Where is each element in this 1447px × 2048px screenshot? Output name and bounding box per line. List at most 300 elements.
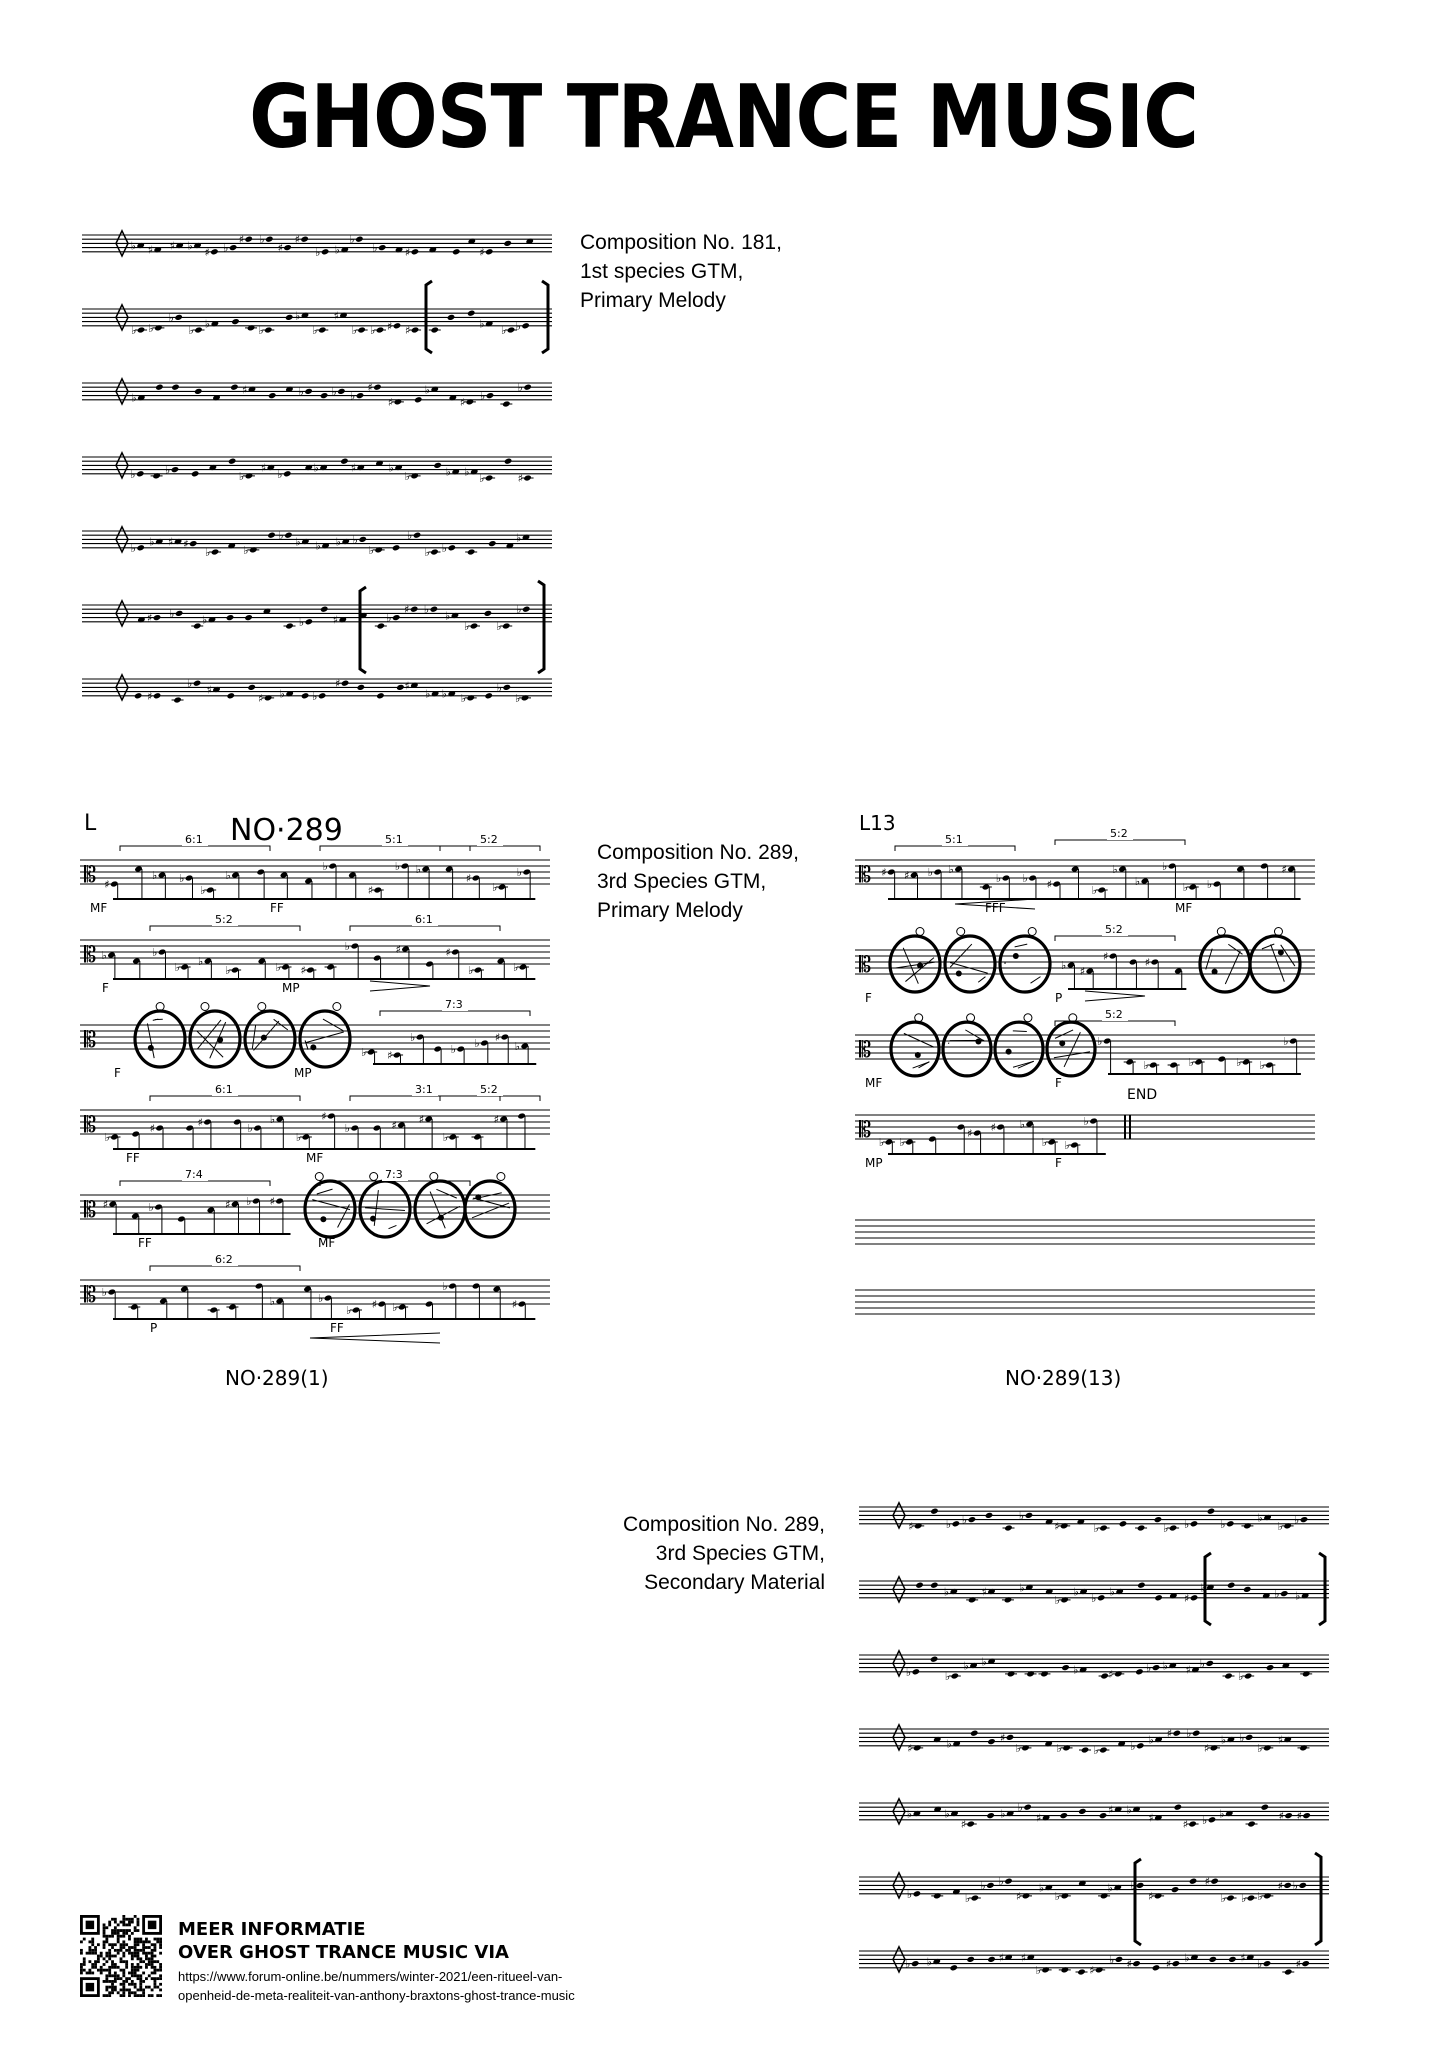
circled-cell (1200, 928, 1250, 993)
note-head (283, 470, 291, 477)
note-head (267, 532, 275, 539)
dynamic-mark: FF (138, 1236, 152, 1250)
note-head (1132, 1960, 1140, 1967)
accidental-mark: ♭ (1219, 1807, 1225, 1821)
accidental-mark: ♯ (1108, 1667, 1114, 1681)
accidental-mark: ♯ (445, 946, 451, 959)
accidental-mark: ♯ (391, 1119, 397, 1132)
note-head (217, 1037, 223, 1043)
note-head (268, 392, 276, 399)
circled-cell (465, 1173, 515, 1238)
accidental-mark: ♯ (1089, 1963, 1095, 1977)
note-head (134, 692, 142, 699)
accidental-mark: ♭ (943, 1585, 950, 1599)
note-head (357, 684, 365, 691)
tuplet-label: 5:2 (1105, 923, 1123, 936)
tuplet-label: 5:1 (945, 833, 963, 846)
accidental-mark: ♭ (258, 324, 264, 337)
note-head (1028, 928, 1036, 936)
note-head (1152, 1964, 1160, 1971)
accidental-mark: ♭ (963, 1659, 969, 1673)
note-head (475, 1194, 481, 1200)
footer-info (178, 1918, 575, 2005)
accidental-mark: ♭ (1035, 1963, 1041, 1977)
note-group (131, 233, 534, 259)
accidental-mark: ♭ (205, 546, 211, 559)
accidental-mark: ♯ (147, 689, 153, 703)
accidental-mark: ♭ (168, 311, 174, 325)
note-head (1243, 1586, 1251, 1593)
accidental-mark: ♭ (1183, 1517, 1190, 1531)
dynamic-mark: MF (1175, 901, 1193, 915)
accidental-mark: ♭ (335, 535, 341, 549)
note-head (1172, 1960, 1180, 1967)
repeat-bracket (538, 581, 544, 673)
accidental-mark: ♭ (516, 603, 522, 617)
note-head (229, 244, 237, 251)
accidental-mark: ♭ (295, 1131, 302, 1144)
accidental-mark: ♭ (243, 543, 249, 557)
circled-cell (890, 928, 940, 993)
accidental-mark: ♭ (445, 465, 451, 479)
score-heading: NO·289 (230, 813, 343, 848)
accidental-mark: ♭ (424, 383, 430, 397)
note-head (265, 236, 273, 243)
accidental-mark: ♯ (1165, 1957, 1172, 1971)
accidental-mark: ♯ (1036, 1811, 1042, 1825)
note-head (522, 606, 530, 613)
qr-code-icon (80, 1915, 162, 1997)
accidental-mark: ♯ (494, 1031, 501, 1044)
note-head (504, 458, 512, 465)
accidental-mark: ♯ (981, 1585, 987, 1599)
accidental-mark: ♭ (1188, 1056, 1194, 1069)
accidental-mark: ♯ (387, 395, 394, 409)
dynamic-mark: MP (865, 1156, 883, 1170)
tuplet-bracket (350, 913, 500, 931)
tuplet-label: 3:1 (415, 1083, 433, 1096)
accidental-mark: ♭ (404, 469, 410, 483)
note-head (957, 928, 965, 936)
accidental-mark: ♭ (998, 1875, 1004, 1889)
accidental-mark: ♭ (130, 541, 136, 555)
accidental-mark: ♭ (331, 385, 337, 399)
note-head (966, 1956, 974, 1963)
accidental-mark: ♭ (313, 461, 319, 475)
page-corner-mark: L13 (859, 811, 896, 835)
note-head (300, 236, 308, 243)
dynamic-mark: F (114, 1066, 121, 1080)
accidental-mark: ♯ (332, 613, 339, 627)
accidental-mark: ♯ (168, 535, 174, 549)
tuplet-label: 6:1 (415, 913, 433, 926)
note-head (337, 388, 345, 395)
note-head (1119, 1520, 1127, 1527)
accidental-mark: ♭ (1240, 1892, 1247, 1905)
note-head (1208, 1956, 1216, 1963)
accidental-mark: ♭ (906, 1807, 913, 1821)
note-head (227, 692, 235, 699)
accidental-mark: ♭ (948, 863, 954, 876)
accidental-mark: ♭ (1097, 1035, 1103, 1048)
clef-mark: 𝄡 (84, 863, 97, 888)
note-head (1217, 928, 1225, 936)
accidental-mark: ♭ (187, 677, 193, 691)
note-head (1115, 1956, 1123, 1963)
staff-line-group (855, 1035, 1315, 1059)
accidental-mark: ♭ (1239, 1731, 1245, 1745)
accidental-mark: ♭ (269, 1113, 276, 1126)
accidental-mark: ♭ (174, 961, 180, 974)
accidental-mark: ♯ (183, 537, 189, 551)
note-head (521, 322, 529, 329)
note-head (175, 610, 183, 617)
accidental-mark: ♭ (1038, 1881, 1045, 1895)
accidental-mark: ♭ (878, 1136, 885, 1149)
note-head (1154, 1594, 1162, 1601)
accidental-mark: ♭ (441, 541, 447, 555)
note-head (396, 684, 404, 691)
accidental-mark: ♭ (464, 465, 470, 479)
note-head (1226, 1520, 1234, 1527)
accidental-mark: ♭ (169, 607, 175, 621)
accidental-mark: ♭ (496, 681, 502, 695)
accidental-mark: ♭ (1126, 1803, 1132, 1817)
note-head (356, 392, 364, 399)
accidental-mark: ♯ (967, 1127, 973, 1140)
note-head (1013, 953, 1019, 959)
clef-mark: 𝄡 (84, 1028, 97, 1053)
caption-composition-289-primary: Composition No. 289, 3rd Species GTM, Primary Melody (597, 841, 799, 922)
repeat-bracket (1315, 1853, 1321, 1945)
accidental-mark: ♭ (148, 1201, 154, 1214)
repeat-bracket (360, 587, 366, 673)
note-head (285, 314, 293, 321)
accidental-mark: ♭ (1259, 1059, 1265, 1072)
note-head (987, 1738, 995, 1745)
note-head (1207, 1508, 1215, 1515)
tuplet-bracket (150, 1083, 300, 1101)
circled-cell (995, 1014, 1043, 1076)
tuplet-label: 5:2 (215, 913, 233, 926)
accidental-mark: ♭ (460, 691, 466, 705)
note-head (1097, 1594, 1105, 1601)
accidental-mark: ♯ (1020, 1951, 1027, 1965)
note-head (467, 310, 475, 317)
accidental-mark: ♯ (395, 943, 401, 956)
note-head (247, 684, 255, 691)
accidental-mark: ♭ (346, 1304, 352, 1317)
accidental-mark: ♭ (349, 233, 355, 247)
accidental-mark: ♭ (1220, 1517, 1226, 1531)
circled-cell (245, 1003, 295, 1068)
accidental-mark: ♭ (479, 389, 486, 403)
note-head (986, 1812, 994, 1819)
clef-mark: 𝄡 (859, 1038, 872, 1063)
dynamic-mark: F (1055, 1156, 1062, 1170)
accidental-mark: ♯ (908, 1519, 914, 1533)
accidental-mark: ♭ (1017, 1801, 1023, 1815)
accidental-mark: ♭ (1257, 1889, 1263, 1903)
accidental-mark: ♭ (981, 1655, 987, 1669)
accidental-mark: ♯ (350, 461, 357, 475)
accidental-mark: ♭ (188, 324, 194, 337)
accidental-mark: ♯ (1281, 863, 1287, 876)
accidental-mark: ♭ (392, 1301, 398, 1314)
accidental-mark: ♭ (101, 1286, 107, 1299)
note-head (189, 540, 197, 547)
note-head (430, 606, 438, 613)
note-head (315, 1173, 323, 1181)
dynamic-mark: MF (318, 1236, 336, 1250)
note-head (1060, 1812, 1068, 1819)
circled-cell (305, 1173, 355, 1238)
accidental-mark: ♭ (1257, 1741, 1263, 1755)
note-group (361, 1031, 536, 1064)
caption-composition-181: Composition No. 181, 1st species GTM, Primary Melody (580, 231, 782, 312)
note-head (915, 1582, 923, 1589)
accidental-mark: ♯ (386, 319, 393, 333)
note-head (1136, 1742, 1144, 1749)
note-head (968, 1516, 976, 1523)
note-head (283, 244, 291, 251)
accidental-mark: ♭ (1093, 1744, 1099, 1757)
accidental-mark: ♯ (1079, 965, 1086, 978)
tuplet-bracket (1055, 923, 1175, 941)
accidental-mark: ♯ (1148, 1811, 1154, 1825)
note-head (392, 544, 400, 551)
note-head (486, 392, 494, 399)
note-head (915, 1014, 923, 1022)
accidental-mark: ♭ (104, 1131, 110, 1144)
accidental-mark: ♯ (1185, 1663, 1191, 1677)
accidental-mark: ♭ (388, 461, 394, 475)
note-head (430, 1173, 438, 1181)
accidental-mark: ♭ (1146, 1661, 1152, 1675)
note-head (1300, 1516, 1308, 1523)
accidental-mark: ♭ (1056, 1741, 1062, 1755)
accidental-mark: ♭ (944, 1807, 950, 1821)
accidental-mark: ♯ (907, 1741, 913, 1755)
page-number-label: NO·289(1) (225, 1366, 329, 1390)
accidental-mark: ♭ (238, 469, 245, 483)
accidental-mark: ♭ (1083, 1115, 1089, 1128)
circled-cell (360, 1173, 410, 1238)
accidental-mark: ♭ (298, 615, 305, 629)
note-head (967, 1014, 975, 1022)
accidental-mark: ♭ (1041, 1136, 1047, 1149)
accidental-mark: ♭ (361, 1046, 367, 1059)
accidental-mark: ♭ (491, 881, 498, 894)
accidental-mark: ♭ (1019, 1118, 1025, 1131)
dynamic-mark: P (150, 1321, 158, 1335)
circled-cell (1000, 928, 1050, 993)
accidental-mark: ♯ (277, 241, 283, 255)
note-head (448, 544, 456, 551)
circled-cell (943, 1014, 991, 1076)
accidental-mark: ♭ (1054, 1593, 1060, 1607)
accidental-mark: ♯ (294, 233, 300, 247)
accidental-mark: ♭ (1143, 1059, 1149, 1072)
accidental-mark: ♭ (1093, 1522, 1099, 1535)
accidental-mark: ♯ (459, 395, 466, 409)
accidental-mark: ♭ (1109, 1585, 1115, 1599)
dynamic-mark: F (102, 981, 109, 995)
accidental-mark: ♭ (980, 1879, 986, 1893)
accidental-mark: ♯ (881, 866, 887, 879)
accidental-mark: ♭ (344, 940, 350, 953)
note-head (378, 244, 386, 251)
staff-line-group (855, 1290, 1315, 1314)
note-head (301, 692, 309, 699)
accidental-mark: ♭ (442, 1280, 448, 1293)
staff-line-group (80, 940, 550, 964)
accidental-mark: ♭ (1256, 1957, 1263, 1971)
note-head (1190, 1520, 1198, 1527)
note-head (1227, 1582, 1235, 1589)
accidental-mark: ♯ (197, 1116, 203, 1129)
note-head (1061, 1664, 1069, 1671)
accidental-mark: ♭ (1091, 1591, 1097, 1605)
hairpin-mark (1085, 991, 1145, 1001)
note-head (1078, 1808, 1086, 1815)
accidental-mark: ♭ (424, 546, 430, 559)
tuplet-bracket (120, 1168, 270, 1186)
accidental-mark: ♭ (425, 687, 431, 701)
staff-line-group (82, 605, 552, 622)
accidental-mark: ♭ (1236, 1056, 1242, 1069)
note-head (950, 1964, 958, 1971)
accidental-mark: ♭ (1108, 1953, 1115, 1967)
hairpin-mark (370, 981, 430, 991)
note-head (1006, 1049, 1012, 1055)
note-head (392, 614, 400, 621)
accidental-mark: ♭ (1200, 1581, 1206, 1595)
note-head (321, 248, 329, 255)
accidental-mark: ♭ (1018, 1509, 1025, 1523)
accidental-mark: ♯ (479, 245, 485, 259)
accidental-mark: ♯ (102, 1198, 109, 1211)
note-head (952, 1520, 960, 1527)
accidental-mark: ♭ (441, 687, 447, 701)
accidental-mark: ♭ (1091, 884, 1097, 897)
note-head (975, 1039, 981, 1045)
accidental-mark: ♭ (1019, 1581, 1025, 1595)
accidental-mark: ♭ (407, 529, 413, 543)
note-head (193, 680, 201, 687)
note-head (155, 384, 163, 391)
accidental-mark: ♭ (1295, 1589, 1301, 1603)
note-head (1263, 1960, 1271, 1967)
accidental-mark: ♯ (960, 1818, 967, 1831)
accidental-mark: ♯ (335, 677, 341, 691)
accidental-mark: ♭ (501, 324, 507, 337)
note-head (985, 1512, 993, 1519)
accidental-mark: ♭ (1061, 959, 1067, 972)
accidental-mark: ♭ (945, 1517, 952, 1531)
accidental-mark: ♯ (204, 245, 210, 259)
accidental-mark: ♭ (298, 385, 304, 399)
accidental-mark: ♭ (312, 324, 318, 337)
accidental-mark: ♭ (368, 543, 374, 557)
note-head (284, 532, 292, 539)
accidental-mark: ♭ (1073, 1663, 1079, 1677)
tuplet-label: 5:2 (480, 833, 498, 846)
accidental-mark: ♭ (315, 539, 321, 553)
accidental-mark: ♭ (1073, 1585, 1079, 1599)
note-head (956, 971, 962, 977)
accidental-mark: ♭ (1054, 1889, 1061, 1903)
accidental-mark: ♭ (259, 233, 265, 247)
note-head (1283, 1882, 1291, 1889)
note-head (1174, 1804, 1182, 1811)
note-head (523, 384, 531, 391)
tuplet-label: 5:2 (1110, 827, 1128, 840)
staff-line-group (855, 860, 1315, 884)
note-head (1154, 1516, 1162, 1523)
note-head (1173, 1730, 1181, 1737)
accidental-mark: ♭ (225, 964, 231, 977)
note-head (497, 1173, 505, 1181)
dynamic-mark: FF (270, 901, 284, 915)
score-composition-181 (78, 225, 558, 745)
note-head (1025, 1512, 1033, 1519)
dynamic-mark: FF (126, 1151, 140, 1165)
accidental-mark: ♭ (322, 860, 328, 873)
tuplet-label: 7:4 (185, 1168, 203, 1181)
accidental-mark: ♭ (899, 1136, 905, 1149)
accidental-mark: ♯ (998, 1951, 1004, 1965)
note-head (986, 1882, 994, 1889)
tuplet-label: 5:1 (385, 833, 403, 846)
note-head (447, 314, 455, 321)
note-head (1212, 969, 1218, 975)
accidental-mark: ♭ (1015, 1741, 1021, 1755)
accidental-mark: ♭ (1022, 872, 1028, 885)
score-composition-289-secondary (855, 1495, 1335, 2040)
score-composition-289-page-1 (80, 800, 560, 1400)
dynamic-mark: F (1055, 1076, 1062, 1090)
note-head (1004, 1878, 1012, 1885)
tuplet-label: 5:2 (1105, 1008, 1123, 1021)
accidental-mark: ♯ (1148, 1889, 1154, 1903)
accidental-mark: ♭ (474, 1037, 480, 1050)
note-group (131, 381, 532, 409)
accidental-mark: ♯ (493, 1113, 499, 1126)
note-head (438, 1215, 444, 1221)
note-head (171, 466, 179, 473)
circled-cell (135, 1003, 185, 1068)
accidental-mark: ♯ (258, 691, 264, 705)
dynamic-mark: MP (282, 981, 300, 995)
accidental-mark: ♯ (104, 878, 110, 891)
accidental-mark: ♯ (904, 869, 910, 882)
dynamic-mark: FF (330, 1321, 344, 1335)
accidental-mark: ♭ (515, 531, 522, 545)
note-head (1171, 1886, 1179, 1893)
accidental-mark: ♭ (344, 1122, 350, 1135)
clef-mark: 𝄡 (84, 1198, 97, 1223)
accidental-mark: ♯ (1144, 956, 1151, 969)
accidental-mark: ♭ (101, 949, 107, 962)
note-head (1245, 1734, 1253, 1741)
accidental-mark: ♭ (278, 529, 284, 543)
clef-mark: 𝄡 (84, 1283, 97, 1308)
accidental-mark: ♯ (238, 233, 245, 247)
accidental-mark: ♯ (405, 324, 411, 337)
note-head (201, 1003, 209, 1011)
accidental-mark: ♯ (990, 1121, 996, 1134)
